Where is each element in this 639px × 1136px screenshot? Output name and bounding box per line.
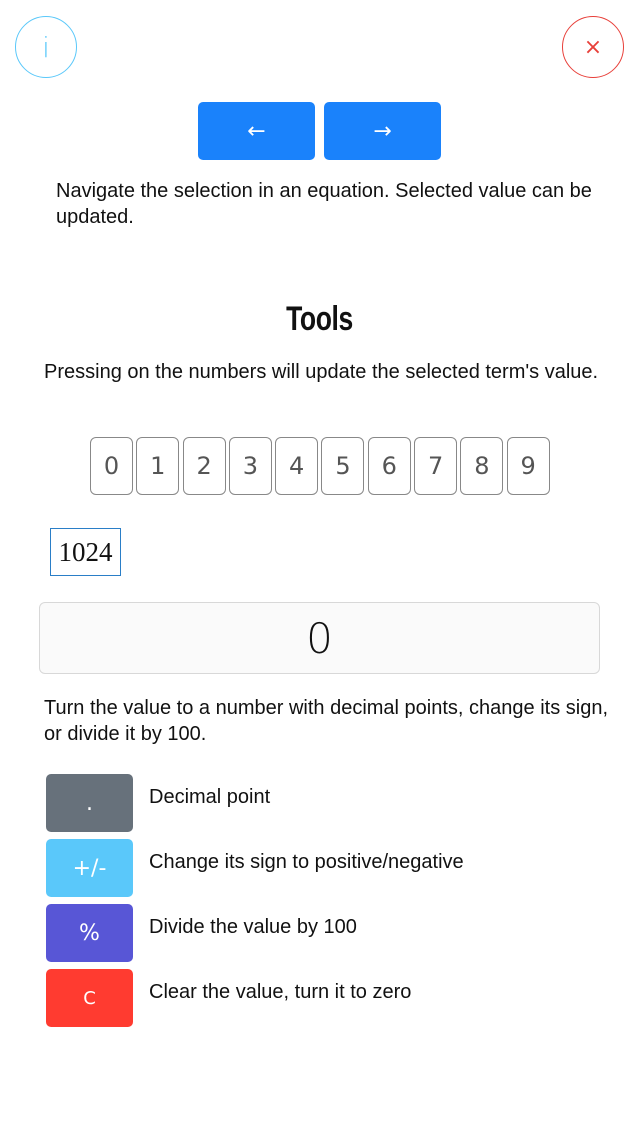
clear-label: Clear the value, turn it to zero (149, 981, 412, 1003)
change-sign-label: Change its sign to positive/negative (149, 851, 464, 873)
digit-key-6[interactable]: 6 (368, 437, 411, 495)
close-icon: × (583, 34, 603, 60)
digit-key-8[interactable]: 8 (460, 437, 503, 495)
info-button[interactable] (15, 16, 77, 78)
clear-button[interactable]: C (46, 969, 133, 1027)
digit-key-5[interactable]: 5 (321, 437, 364, 495)
modifiers-description: Turn the value to a number with decimal points, change its sign, or divide it by 100. (44, 697, 609, 745)
percent-label: Divide the value by 100 (149, 916, 357, 938)
selected-term[interactable]: 1024 (50, 528, 121, 576)
arrow-right-icon: → (373, 118, 392, 144)
info-icon: i (42, 30, 50, 64)
previous-term-button[interactable] (198, 102, 315, 160)
tools-title: Tools (286, 300, 353, 338)
percent-button[interactable]: % (46, 904, 133, 962)
next-term-button[interactable] (324, 102, 441, 160)
tools-description: Pressing on the numbers will update the selected term's value. (44, 361, 599, 383)
digit-key-4[interactable]: 4 (275, 437, 318, 495)
decimal-point-button[interactable]: . (46, 774, 133, 832)
decimal-point-label: Decimal point (149, 786, 271, 808)
change-sign-button[interactable]: +/- (46, 839, 133, 897)
digit-key-7[interactable]: 7 (414, 437, 457, 495)
arrow-left-icon: ← (247, 118, 266, 144)
value-display: 0 (39, 602, 600, 674)
digit-key-0[interactable]: 0 (90, 437, 133, 495)
digit-key-2[interactable]: 2 (183, 437, 226, 495)
digit-key-9[interactable]: 9 (507, 437, 550, 495)
close-button[interactable] (562, 16, 624, 78)
digit-key-1[interactable]: 1 (136, 437, 179, 495)
digit-keypad (90, 437, 553, 495)
navigation-description: Navigate the selection in an equation. Selected value can be updated. (56, 180, 592, 228)
digit-key-3[interactable]: 3 (229, 437, 272, 495)
